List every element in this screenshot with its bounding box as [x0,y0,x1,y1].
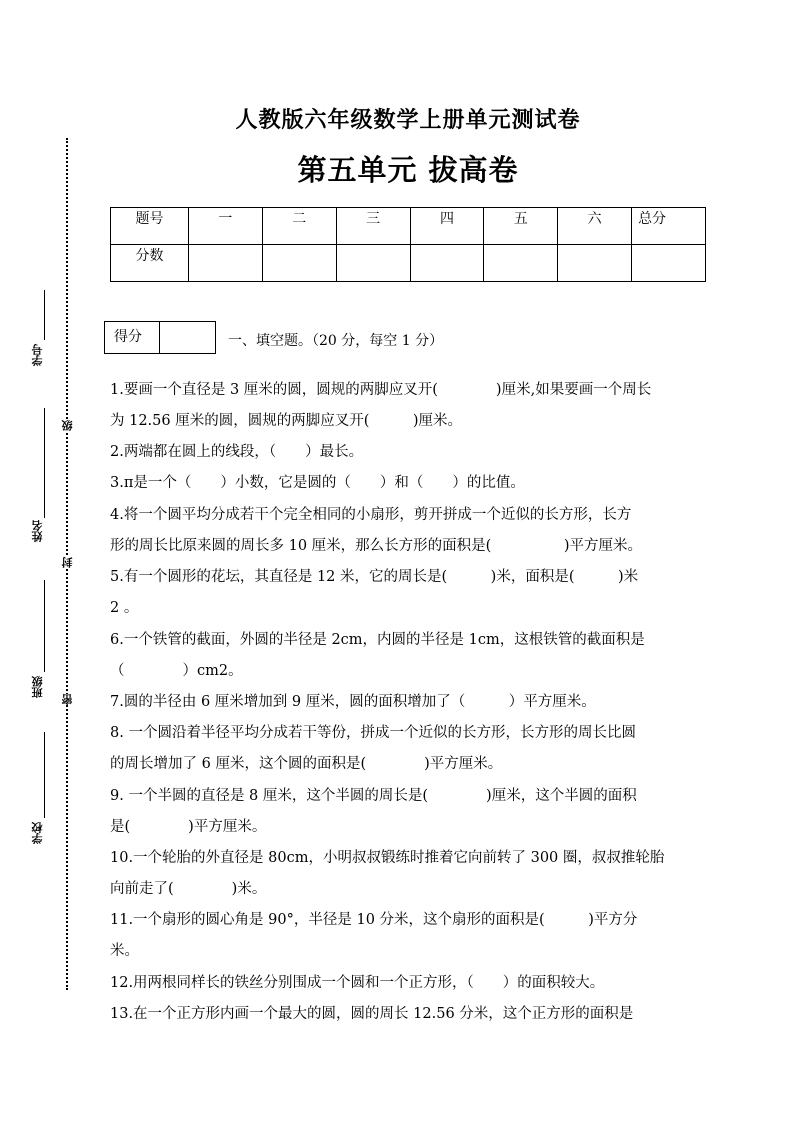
question-line: 6.一个铁管的截面，外圆的半径是 2cm，内圆的半径是 1cm，这根铁管的截面积是 [110,632,645,648]
question-line: 9. 一个半圆的直径是 8 厘米，这个半圆的周长是( )厘米，这个半圆的面积 [110,788,637,804]
score-cell: 四 [410,208,484,245]
question-line: 为 12.56 厘米的圆，圆规的两脚应叉开( )厘米。 [110,413,463,429]
score-input-cell[interactable] [484,245,558,282]
section-score-input[interactable] [160,322,215,353]
question-line: 4.将一个圆平均分成若干个完全相同的小扇形，剪开拼成一个近似的长方形，长方 [110,507,632,523]
score-input-cell[interactable] [189,245,263,282]
section-score-box [104,321,216,354]
question-line: 8. 一个圆沿着半径平均分成若干等份，拼成一个近似的长方形，长方形的周长比圆 [110,725,636,741]
score-table-score-row [111,245,706,282]
score-input-cell[interactable] [632,245,706,282]
score-cell: 题号 [111,208,189,245]
question-line: 2 。 [110,600,139,616]
section-score-label: 得分 [105,322,160,353]
score-cell: 一 [189,208,263,245]
student-id-label: 学号 [31,344,44,366]
student-id-blank [44,290,45,340]
score-cell: 六 [558,208,632,245]
score-table [110,207,706,282]
question-line: 米。 [110,943,139,959]
seal-char-2: 封 [61,557,74,568]
question-line: 10.一个轮胎的外直径是 80cm，小明叔叔锻练时推着它向前转了 300 圈，叔叔推轮胎 [110,850,665,866]
score-cell: 分数 [111,245,189,282]
score-input-cell[interactable] [410,245,484,282]
score-cell: 二 [262,208,336,245]
score-input-cell[interactable] [558,245,632,282]
class-blank [44,580,45,672]
school-label: 学校 [31,822,44,844]
score-cell: 五 [484,208,558,245]
score-cell: 三 [336,208,410,245]
class-label: 班级 [31,676,44,698]
question-line: 3.π是一个（ ）小数，它是圆的（ ）和（ ）的比值。 [110,475,525,491]
question-line: （ ）cm2。 [110,663,243,679]
seal-char-1: 级 [61,420,74,431]
question-line: 是( )平方厘米。 [110,819,267,835]
question-line: 形的周长比原来圆的周长多 10 厘米，那么长方形的面积是( )平方厘米。 [110,538,642,554]
question-line: 12.用两根同样长的铁丝分别围成一个圆和一个正方形，（ ）的面积较大。 [110,975,605,991]
school-blank [44,732,45,818]
name-label: 姓名 [31,520,44,542]
question-line: 5.有一个圆形的花坛，其直径是 12 米，它的周长是( )米，面积是( )米 [110,569,639,585]
question-line: 11.一个扇形的圆心角是 90°，半径是 10 分米，这个扇形的面积是( )平方分 [110,912,638,928]
section-heading: 一、填空题。（20 分，每空 1 分） [228,333,444,349]
exam-title: 人教版六年级数学上册单元测试卷 [235,107,581,133]
exam-subtitle: 第五单元 拔高卷 [297,153,519,187]
score-table-header-row [111,208,706,245]
score-input-cell[interactable] [262,245,336,282]
name-blank [44,408,45,518]
seal-char-3: 密 [61,694,74,705]
question-line: 向前走了( )米。 [110,881,267,897]
question-line: 1.要画一个直径是 3 厘米的圆，圆规的两脚应叉开( )厘米,如果要画一个周长 [110,382,652,398]
question-line: 7.圆的半径由 6 厘米增加到 9 厘米，圆的面积增加了（ ）平方厘米。 [110,694,596,710]
question-line: 的周长增加了 6 厘米，这个圆的面积是( )平方厘米。 [110,756,503,772]
score-cell: 总分 [632,208,706,245]
question-line: 13.在一个正方形内画一个最大的圆，圆的周长 12.56 分米，这个正方形的面积是 [110,1006,634,1022]
question-line: 2.两端都在圆上的线段，（ ）最长。 [110,444,364,460]
score-input-cell[interactable] [336,245,410,282]
